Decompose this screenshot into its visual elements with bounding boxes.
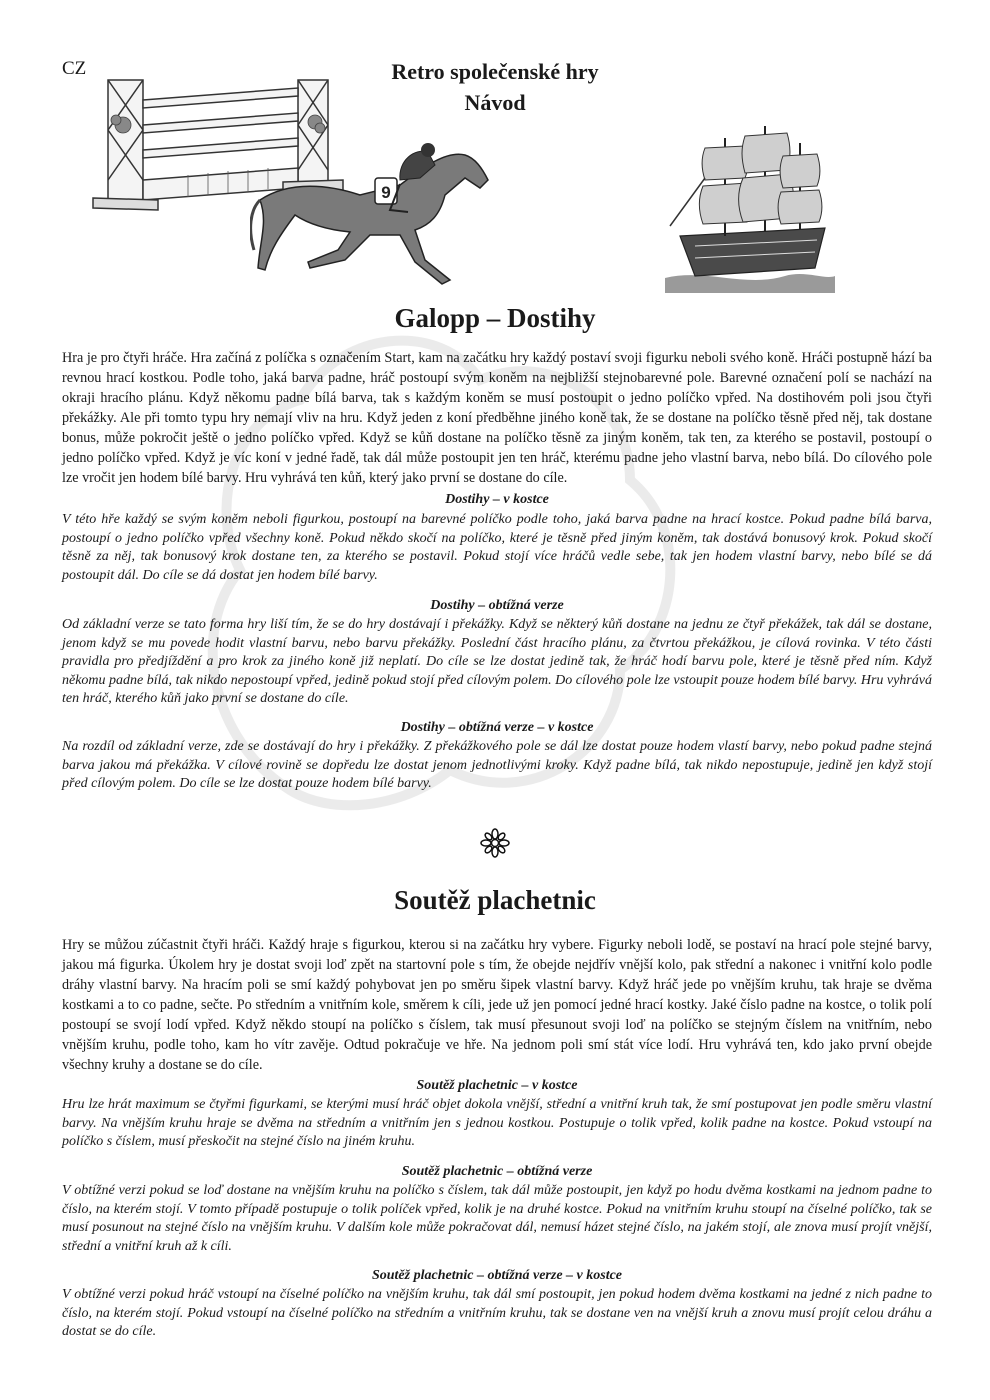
section-intro-galopp: Hra je pro čtyři hráče. Hra začíná z políčka s označením Start, kam na začátku hry každý postaví svoji figurku neboli svého koně. Hráči postupně hází ba revnou hrací kostkou. Podle toho, jaká barva padne, hráč postoupí svým koněm na nejbližší stejnobarevné pole. Barevné označení polí se nachází na okraji hracího plánu. Když někomu padne bílá barva, tak s každým koněm se musí postoupit o jedno políčko vpřed. Na dostihovém poli jsou čtyři překážky. Ale při tomto typu hry nemají vliv na hru. Když jeden z koní předběhne jiného koně tak, že se dostane na políčko těsně před něj, tak dostane bonus, může pokročit ještě o jedno políčko vpřed. Když se kůň dostane na políčko těsně za jiným koněm, tak ten, za kterého se postavil, postoupí o jedno políčko vpřed. Když je víc koní v jedné řadě, tak dál může postoupit jen ten hráč, kterému padne jeho vlastní barva, nebo bílá. Do cílového pole lze vročit jen hodem bílé barvy. Hru vyhrává ten kůň, který jako první se dostane do cíle. bbox=[62, 350, 932, 486]
flower-ornament-icon bbox=[480, 828, 510, 858]
racing-horse-illustration bbox=[250, 140, 500, 290]
language-code: CZ bbox=[62, 58, 87, 79]
variant-heading: Soutěž plachetnic – v kostce bbox=[416, 1078, 578, 1093]
horse-number: 9 bbox=[381, 183, 391, 202]
title-line-2: Návod bbox=[464, 90, 526, 115]
variant-heading: Dostihy – obtížná verze bbox=[430, 598, 564, 613]
variant-heading: Dostihy – v kostce bbox=[445, 492, 549, 507]
variant-text: Hru lze hrát maximum se čtyřmi figurkami, se kterými musí hráč objet dokola vnější, střední a vnitřní kruh tak, že smí postupovat jen podle směru vlastní barvy. Na vnějším kruhu hraje se dvěma na středním a vnitřním jen s jednou kostkou. Postupuje o tolik vpřed, kolik padne na kostce. Pokud vstoupí na políčko s číslem, musí přeskočit na stejné číslo na jiném kruhu. bbox=[62, 1097, 932, 1149]
variant-text: V této hře každý se svým koněm neboli figurkou, postoupí na barevné políčko podle toho, jaká barva padne na hrací kostce. Pokud padne bílá barva, postoupí o jedno políčko vpřed všechny koně. Pokud někdo skočí na políčko, které je těsně před jiným koněm, tak dostává bonusový krok. Pokud skočí těsně za něj, tak bonusový krok dostane ten, za kterého se postavil. Pokud stojí více hráčů vedle sebe, tak jen hodem vlastní barvy, nebo bílé se dá postoupit dál. Do cíle se dá dostat jen hodem bílé barvy. bbox=[62, 512, 932, 583]
sailing-ship-illustration bbox=[665, 118, 835, 293]
variant-text: Na rozdíl od základní verze, zde se dostávají do hry i překážky. Z překážkového pole se dál lze dostat pouze hodem vlastí barvy, nebo pokud padne stejná barva jakou má překážka. V cílové rovině se dopředu lze dostat jenom jednotlivými kroky. Když padne bílá, tak nikdo nepostupuje, jedině jen když stojí před cílovým polem. Do cíle se lze dostat pouze hodem bílé barvy. bbox=[62, 739, 932, 791]
title-line-1: Retro společenské hry bbox=[391, 59, 599, 84]
variant-text: Od základní verze se tato forma hry liší tím, že se do hry dostávají i překážky. Když se některý kůň dostane na jednu ze čtyř překážek, tak dál se dostane, jenom když se mu povede hodit vlastní barvu, nebo barvu překážky. Poslední část hracího plánu, za čtvrtou překážkou, je cílová rovinka. V této části pravidla pro předjíždění a pro krok za jiného koně již neplatí. Do cíle se lze dostat jedině tak, že hráč hodí barvu pole, které je těsně před ním. Když někomu padne bílá, tak nikdo nepostoupí vpřed, jedině pokud stojí před cílovým polem. Do cílového pole lze vstoupit pouze hodem bílé barvy. Hru vyhrává ten hráč, kterého kůň jako první se dostane do cíle. bbox=[62, 617, 932, 706]
variant-heading: Soutěž plachetnic – obtížná verze bbox=[401, 1164, 593, 1179]
variant-heading: Soutěž plachetnic – obtížná verze – v kostce bbox=[371, 1268, 623, 1283]
section-title-galopp: Galopp – Dostihy bbox=[394, 303, 596, 333]
variant-text: V obtížné verzi pokud hráč vstoupí na číselné políčko na vnějším kruhu, tak dál smí postoupit, jen pokud hodem dvěma kostkami na jedné z nich padne to číslo, na kterém stojí. Pokud vstoupí na číselné políčko na středním a vnitřním kruhu, tak se dostane ven na vnější kruh a znovu musí projít celou dráhu a dostat se do cíle. bbox=[62, 1287, 932, 1339]
variant-text: V obtížné verzi pokud se loď dostane na vnějším kruhu na políčko s číslem, tak dál může postoupit, jen když po hodu dvěma kostkami na jednom padne to číslo, na kterém stojí. V tomto případě postupuje o tolik políček vpřed, kolik je na druhé kostce. Pokud na vnitřním kruhu stoupí na číselné políčko, tak se musí posunout na stejné číslo na vnějším kruhu. V dalším kole může pokračovat dál, nemusí házet stejné číslo, na jakém stojí, ale znova musí projít vnější, střední a vnitřní kruh až k cíli. bbox=[62, 1183, 932, 1254]
variant-heading: Dostihy – obtížná verze – v kostce bbox=[400, 720, 594, 735]
section-title-plachetnice: Soutěž plachetnic bbox=[394, 885, 596, 915]
section-intro-plachetnice: Hry se můžou zúčastnit čtyři hráči. Každý hraje s figurkou, kterou si na začátku hry vybere. Figurky neboli lodě, se postaví na hrací pole stejné barvy, jakou má figurka. Úkolem hry je dostat svoji loď zpět na startovní pole s tím, že obejde nejdřív vnější kolo, pak střední a nakonec i vnitřní kolo podle dráhy vlastní barvy. Na hracím poli se smí každý pohybovat jen po směru šipek vlastní barvy. Když hráč jede po vnějším kruhu, tak hraje se dvěma kostkami a to co padne, sečte. Po středním a vnitřním kole, směrem k cíli, jede už jen pomocí jedné hrací kostky. Jaké číslo padne na kostce, o tolik polí postoupí se svojí lodí vpřed. Když někdo stoupí na políčko s číslem, tak musí přesunout svoji loď na políčko se stejným číslem na vnitřním, nebo vnějším kruhu, podle toho, kam ho vítr zavěje. Odtud pokračuje ve hře. Na jednom poli smí stát více lodí. Hru vyhrává ten, kdo jako první obejde všechny kruhy a dostane se do cíle. bbox=[62, 937, 932, 1073]
